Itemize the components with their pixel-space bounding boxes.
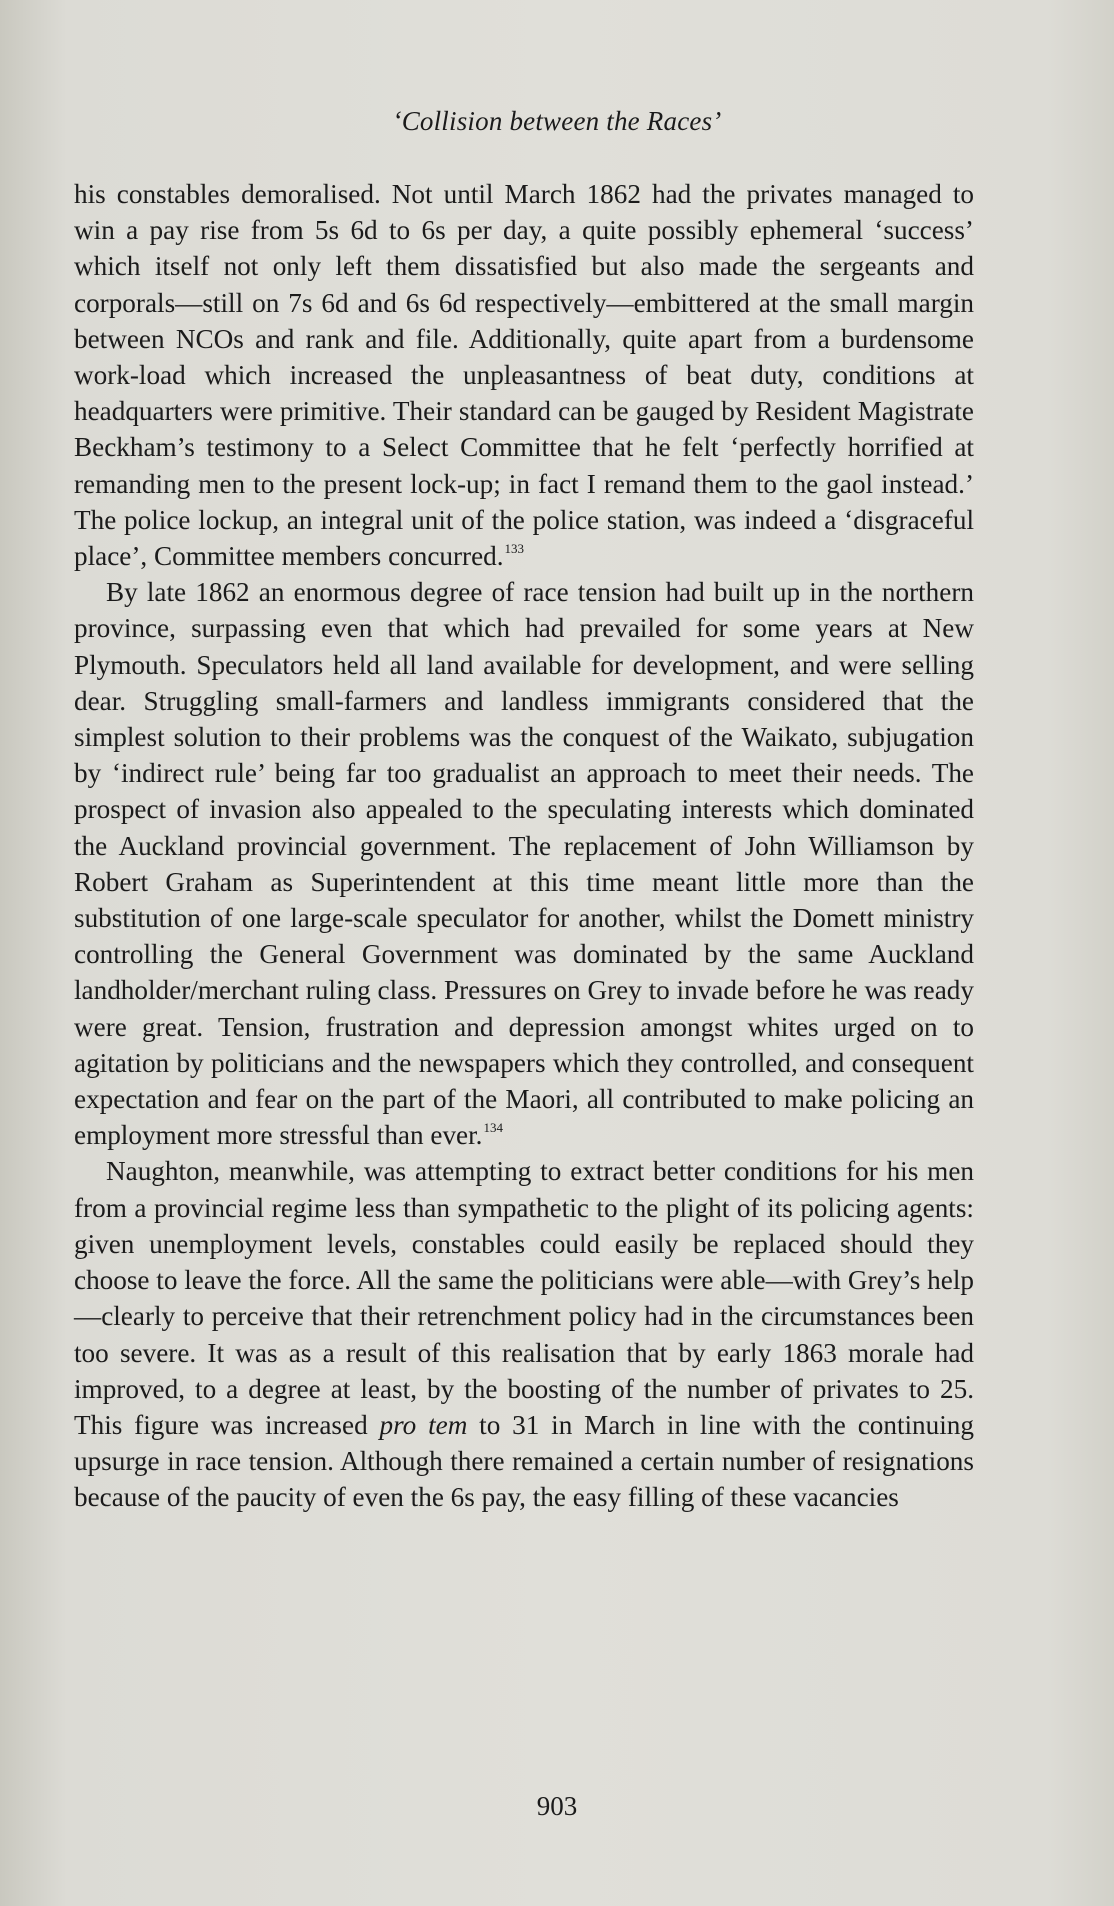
paragraph-2 bbox=[74, 574, 974, 1153]
footnote-ref-133: 133 bbox=[504, 541, 525, 557]
italic-phrase: pro tem bbox=[379, 1409, 468, 1440]
footnote-ref-134: 134 bbox=[483, 1120, 503, 1136]
paragraph-2-text: By late 1862 an enormous degree of race tension had built up in the northern province, surpassing even that which had prevailed for some years at New Plymouth. Speculators held all land available for development, and were selling dear. Struggling small-farmers and landless immigrants considered that the simplest solution to their problems was the conquest of the Waikato, subjugation by ‘indirect rule’ being far too gradualist an approach to meet their needs. The prospect of invasion also appealed to the speculating interests which dominated the Auckland provincial government. The replacement of John Williamson by Robert Graham as Superintendent at this time meant little more than the substitution of one large-scale speculator for another, whilst the Domett ministry controlling the General Government was dominated by the same Auckland landholder/merchant ruling class. Pressures on Grey to invade before he was ready were great. Tension, frustration and depression amongst whites urged on to agitation by politicians and the newspapers which they controlled, and consequent expectation and fear on the part of the Maori, all contributed to make policing an employment more stressful than ever. bbox=[74, 577, 974, 1151]
page-number: 903 bbox=[536, 1791, 578, 1821]
paragraph-3-text-b: to 31 in March in line with the continuing upsurge in race tension. Although there remained a certain number of resignations because of the paucity of even the 6s pay, the easy filling of these vacancies bbox=[74, 1409, 974, 1513]
body-text bbox=[74, 176, 974, 1516]
paragraph-3 bbox=[74, 1153, 974, 1515]
paragraph-1 bbox=[74, 176, 974, 574]
paragraph-3-text-a: Naughton, meanwhile, was attempting to extract better conditions for his men from a provincial regime less than sympathetic to the plight of its policing agents: given unemployment levels, constables could easily be replaced should they choose to leave the force. All the same the politicians were able—with Grey’s help—clearly to perceive that their retrenchment policy had in the circumstances been too severe. It was as a result of this realisation that by early 1863 morale had improved, to a degree at least, by the boosting of the number of privates to 25. This figure was increased bbox=[74, 1156, 974, 1440]
paragraph-1-text: his constables demoralised. Not until March 1862 had the privates managed to win a pay rise from 5s 6d to 6s per day, a quite possibly ephemeral ‘success’ which itself not only left them dissatisfied but also made the sergeants and corporals—still on 7s 6d and 6s 6d respectively—embittered at the small margin between NCOs and rank and file. Additionally, quite apart from a burdensome work-load which increased the unpleasantness of beat duty, conditions at headquarters were primitive. Their standard can be gauged by Resident Magistrate Beckham’s testimony to a Select Committee that he felt ‘perfectly horrified at remanding men to the present lock-up; in fact I remand them to the gaol instead.’ The police lockup, an integral unit of the police station, was indeed a ‘disgraceful place’, Committee members concurred. bbox=[74, 179, 974, 572]
running-head: ‘Collision between the Races’ bbox=[392, 106, 722, 136]
